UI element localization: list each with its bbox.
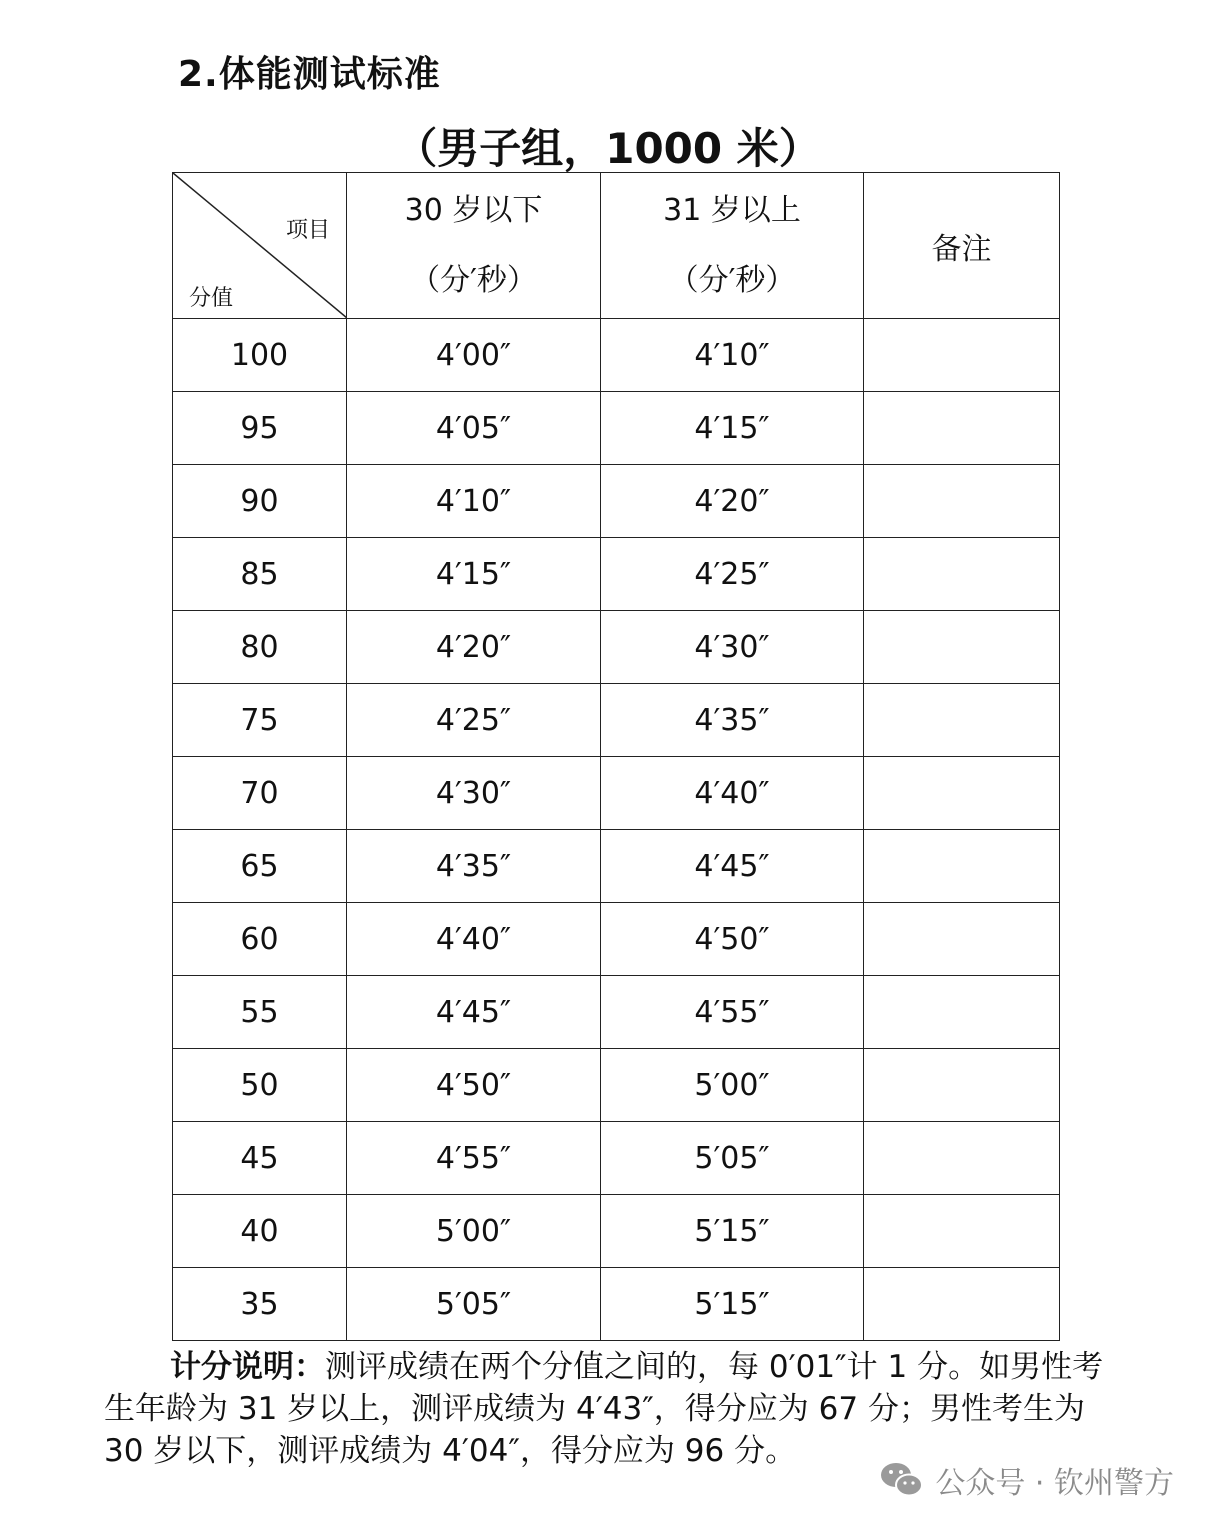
under30-cell: 4′05″ [347, 392, 601, 465]
under30-cell: 4′50″ [347, 1049, 601, 1122]
under30-cell: 4′10″ [347, 465, 601, 538]
score-cell: 45 [173, 1122, 347, 1195]
score-cell: 35 [173, 1268, 347, 1341]
header-under30-label: 30 岁以下 [404, 192, 543, 228]
over31-cell: 5′15″ [601, 1195, 864, 1268]
score-cell: 70 [173, 757, 347, 830]
table-row [173, 1195, 1060, 1268]
table-title: （男子组，1000 米） [395, 124, 821, 173]
under30-cell: 4′25″ [347, 684, 601, 757]
header-over31-unit: （分′秒） [668, 262, 796, 298]
scoring-note [104, 1346, 1134, 1472]
remark-cell [864, 903, 1060, 976]
corner-header-cell [173, 173, 347, 319]
remark-cell [864, 319, 1060, 392]
header-over31 [601, 173, 864, 319]
remark-cell [864, 684, 1060, 757]
header-over31-label: 31 岁以上 [663, 192, 801, 228]
remark-cell [864, 392, 1060, 465]
table-row [173, 611, 1060, 684]
over31-cell: 4′35″ [601, 684, 864, 757]
corner-score-label: 分值 [189, 286, 234, 311]
remark-cell [864, 1049, 1060, 1122]
remark-cell [864, 1122, 1060, 1195]
remark-cell [864, 830, 1060, 903]
score-cell: 40 [173, 1195, 347, 1268]
table-row [173, 538, 1060, 611]
watermark-text: 公众号 · 钦州警方 [935, 1466, 1174, 1501]
under30-cell: 4′35″ [347, 830, 601, 903]
score-cell: 50 [173, 1049, 347, 1122]
over31-cell: 5′15″ [601, 1268, 864, 1341]
over31-cell: 4′50″ [601, 903, 864, 976]
score-cell: 65 [173, 830, 347, 903]
under30-cell: 5′05″ [347, 1268, 601, 1341]
score-cell: 85 [173, 538, 347, 611]
table-row [173, 465, 1060, 538]
table-row [173, 903, 1060, 976]
table-row [173, 1268, 1060, 1341]
over31-cell: 4′15″ [601, 392, 864, 465]
watermark [879, 1458, 1174, 1502]
under30-cell: 4′15″ [347, 538, 601, 611]
score-cell: 100 [173, 319, 347, 392]
under30-cell: 4′45″ [347, 976, 601, 1049]
over31-cell: 4′45″ [601, 830, 864, 903]
scoring-note-text: 测评成绩在两个分值之间的，每 0′01″计 1 分。如男性考生年龄为 31 岁以上，测评成绩为 4′43″，得分应为 67 分；男性考生为 30 岁以下，测评成绩为 4′04″，得分应为 96 分。 [104, 1349, 1104, 1469]
table-row [173, 830, 1060, 903]
under30-cell: 4′30″ [347, 757, 601, 830]
table-row [173, 392, 1060, 465]
remark-cell [864, 1195, 1060, 1268]
remark-cell [864, 1268, 1060, 1341]
remark-cell [864, 976, 1060, 1049]
wechat-icon [879, 1460, 925, 1500]
header-under30-unit: （分′秒） [410, 262, 537, 298]
under30-cell: 4′40″ [347, 903, 601, 976]
score-cell: 60 [173, 903, 347, 976]
under30-cell: 4′20″ [347, 611, 601, 684]
under30-cell: 5′00″ [347, 1195, 601, 1268]
table-row [173, 1122, 1060, 1195]
remark-cell [864, 757, 1060, 830]
score-cell: 55 [173, 976, 347, 1049]
header-remark: 备注 [864, 173, 1060, 319]
header-row [173, 173, 1060, 319]
under30-cell: 4′55″ [347, 1122, 601, 1195]
table-row [173, 319, 1060, 392]
table-row [173, 684, 1060, 757]
over31-cell: 5′05″ [601, 1122, 864, 1195]
corner-item-label: 项目 [285, 218, 330, 243]
header-under30 [347, 173, 601, 319]
score-cell: 90 [173, 465, 347, 538]
score-cell: 80 [173, 611, 347, 684]
over31-cell: 4′40″ [601, 757, 864, 830]
table-row [173, 976, 1060, 1049]
remark-cell [864, 611, 1060, 684]
table-row [173, 757, 1060, 830]
remark-cell [864, 538, 1060, 611]
remark-cell [864, 465, 1060, 538]
section-heading: 2.体能测试标准 [178, 54, 441, 95]
over31-cell: 4′25″ [601, 538, 864, 611]
table-row [173, 1049, 1060, 1122]
score-table [172, 172, 1060, 1341]
scoring-note-label: 计分说明： [170, 1349, 325, 1385]
under30-cell: 4′00″ [347, 319, 601, 392]
over31-cell: 5′00″ [601, 1049, 864, 1122]
over31-cell: 4′30″ [601, 611, 864, 684]
over31-cell: 4′55″ [601, 976, 864, 1049]
over31-cell: 4′20″ [601, 465, 864, 538]
over31-cell: 4′10″ [601, 319, 864, 392]
score-cell: 75 [173, 684, 347, 757]
score-cell: 95 [173, 392, 347, 465]
